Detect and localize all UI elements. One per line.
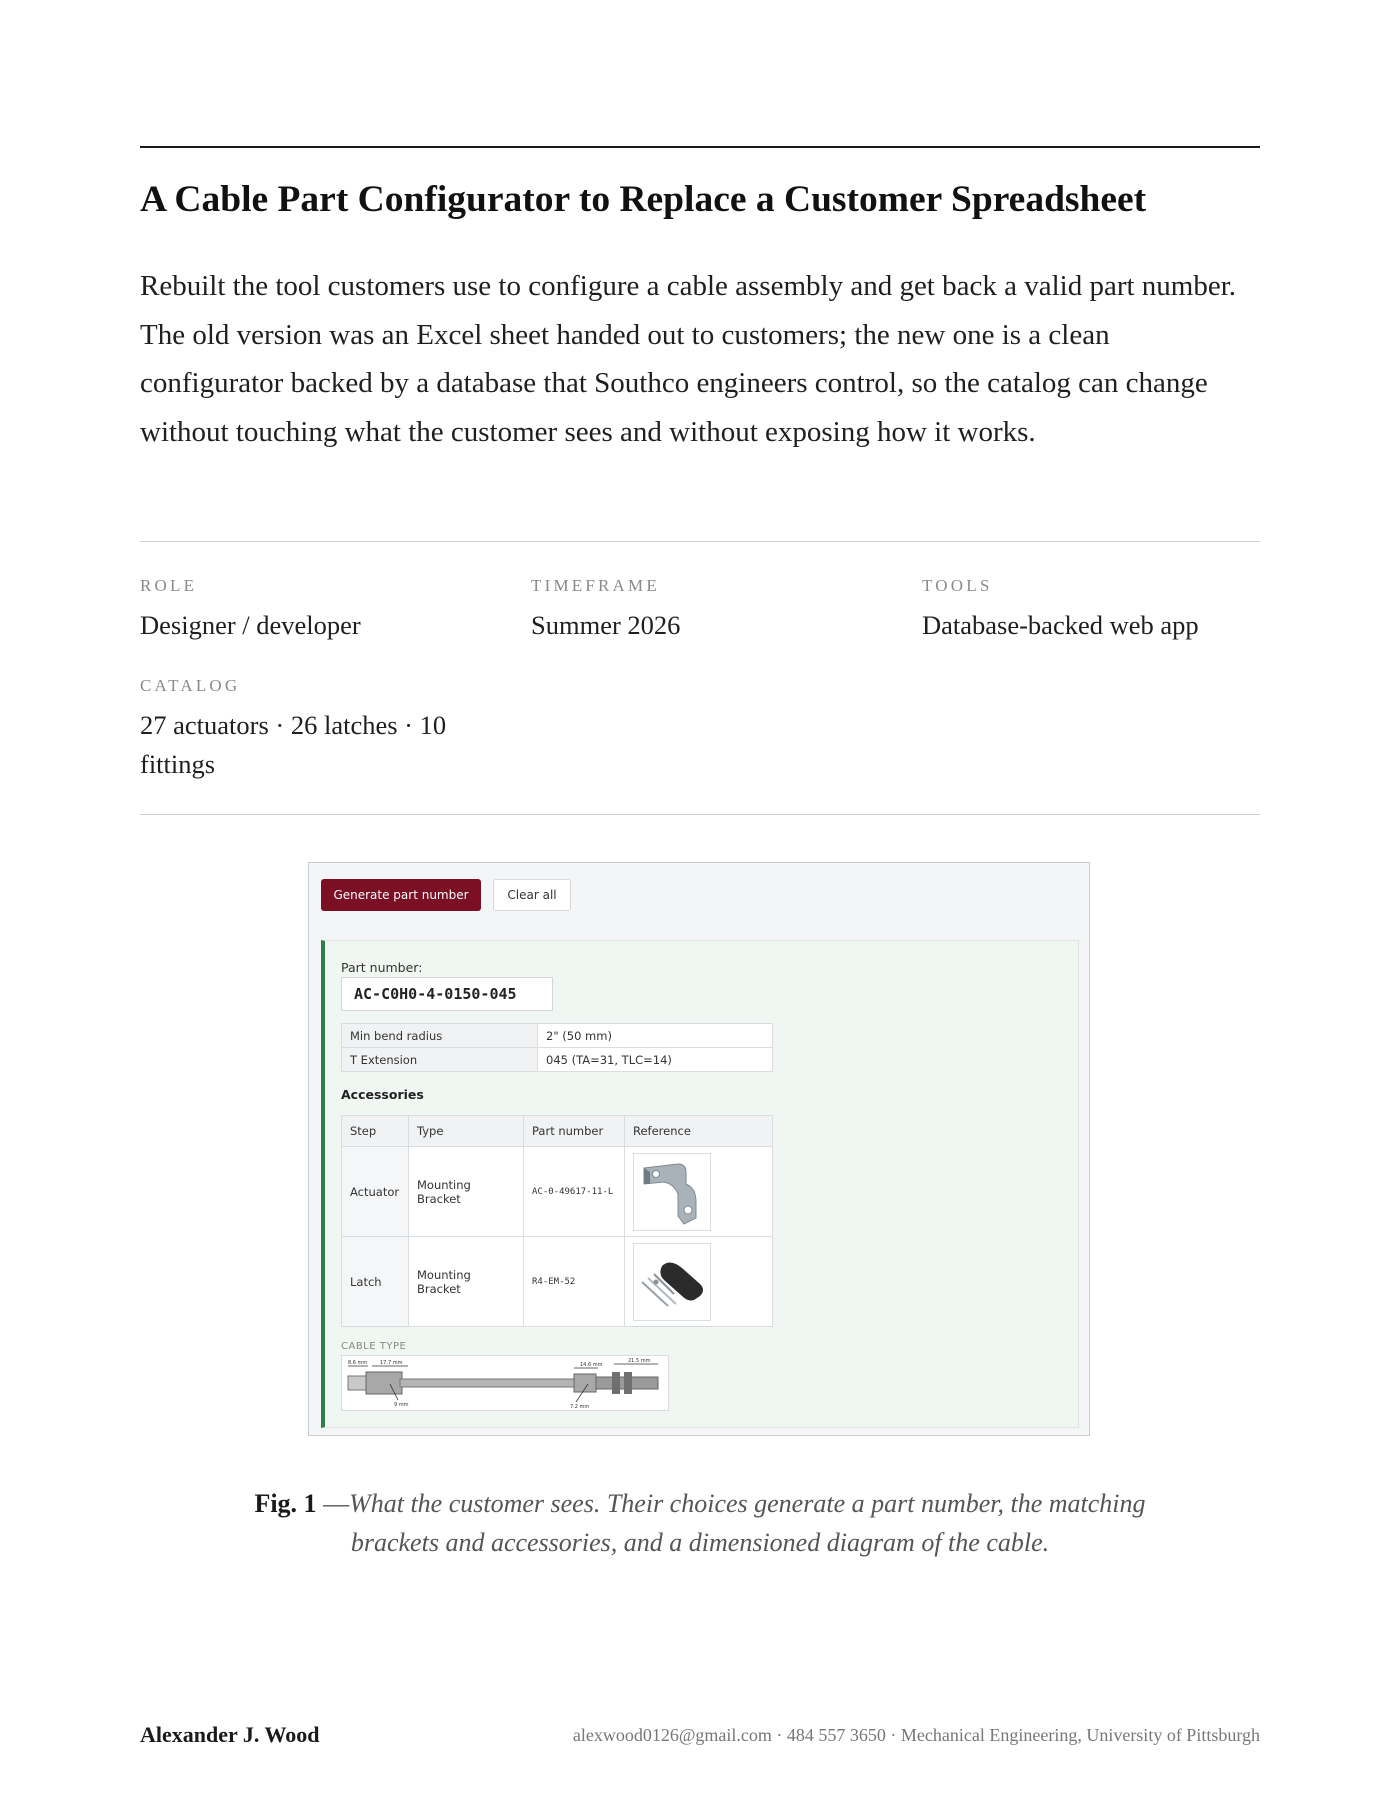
catalog-value: 27 actuators · 26 latches · 10 fittings xyxy=(140,710,447,779)
accessory-type: Mounting Bracket xyxy=(409,1147,524,1237)
table-row xyxy=(342,1237,773,1327)
column-header-part-number: Part number xyxy=(524,1116,625,1147)
figure-number: Fig. 1 xyxy=(254,1489,317,1518)
dim-label: 17.7 mm xyxy=(380,1360,403,1366)
configurator-screenshot xyxy=(308,862,1090,1436)
top-divider xyxy=(140,146,1260,148)
role-label: ROLE xyxy=(140,576,198,595)
table-header-row xyxy=(342,1116,773,1147)
dim-label: 21.5 mm xyxy=(628,1358,651,1364)
table-row xyxy=(342,1147,773,1237)
case-study-page xyxy=(140,0,1260,1812)
role-value: Designer / developer xyxy=(140,610,361,640)
spec-value: 2" (50 mm) xyxy=(538,1024,773,1048)
spec-key: Min bend radius xyxy=(342,1024,538,1048)
table-row xyxy=(342,1024,773,1048)
accessory-part-number: R4-EM-52 xyxy=(524,1237,625,1327)
figure-caption xyxy=(220,1484,1180,1562)
meta-divider-bottom xyxy=(140,814,1260,815)
accessory-step: Actuator xyxy=(342,1147,409,1237)
accessory-reference xyxy=(625,1147,773,1237)
accessories-title: Accessories xyxy=(341,1087,424,1102)
page-title: A Cable Part Configurator to Replace a Customer Spreadsheet xyxy=(140,179,1147,220)
spec-value: 045 (TA=31, TLC=14) xyxy=(538,1048,773,1072)
caption-text: What the customer sees. Their choices generate a part number, the matching brackets and accessories, and a dimensioned diagram of the cable. xyxy=(349,1489,1146,1557)
spec-key: T Extension xyxy=(342,1048,538,1072)
caption-dash: — xyxy=(316,1489,350,1518)
column-header-type: Type xyxy=(409,1116,524,1147)
result-panel xyxy=(321,940,1079,1428)
dim-label: 14.6 mm xyxy=(580,1362,603,1368)
cable-diagram xyxy=(341,1355,669,1411)
clear-all-button[interactable]: Clear all xyxy=(493,879,571,911)
actuator-bracket-icon xyxy=(633,1153,711,1231)
latch-bracket-icon xyxy=(633,1243,711,1321)
cable-diagram-icon xyxy=(342,1356,668,1410)
author-name: Alexander J. Wood xyxy=(140,1722,320,1747)
tools-value: Database-backed web app xyxy=(922,610,1199,640)
spec-table xyxy=(341,1023,773,1072)
accessory-part-number: AC-0-49617-11-L xyxy=(524,1147,625,1237)
part-number-value: AC-C0H0-4-0150-045 xyxy=(341,977,553,1011)
timeframe-value: Summer 2026 xyxy=(531,610,681,640)
intro-paragraph: Rebuilt the tool customers use to configure a cable assembly and get back a valid part number. The old version was an Excel sheet handed out to customers; the new one is a clean configurator backed by a database that Southco engineers control, so the catalog can change without touching what the customer sees and without exposing how it works. xyxy=(140,270,1237,448)
catalog-label: CATALOG xyxy=(140,676,241,695)
accessory-reference xyxy=(625,1237,773,1327)
meta-divider-top xyxy=(140,541,1260,542)
timeframe-label: TIMEFRAME xyxy=(531,576,660,595)
accessories-table xyxy=(341,1115,773,1327)
table-row xyxy=(342,1048,773,1072)
dim-label: 8.6 mm xyxy=(348,1360,368,1366)
tools-label: TOOLS xyxy=(922,576,993,595)
cable-type-label: CABLE TYPE xyxy=(341,1341,407,1352)
dim-label: 9 mm xyxy=(394,1402,409,1408)
dim-label: 7.2 mm xyxy=(570,1404,590,1410)
part-number-label: Part number: xyxy=(341,960,423,975)
accessory-step: Latch xyxy=(342,1237,409,1327)
column-header-reference: Reference xyxy=(625,1116,773,1147)
accessory-type: Mounting Bracket xyxy=(409,1237,524,1327)
column-header-step: Step xyxy=(342,1116,409,1147)
author-contact: alexwood0126@gmail.com · 484 557 3650 · Mechanical Engineering, University of Pittsburgh xyxy=(572,1725,1260,1745)
generate-part-number-button[interactable]: Generate part number xyxy=(321,879,481,911)
